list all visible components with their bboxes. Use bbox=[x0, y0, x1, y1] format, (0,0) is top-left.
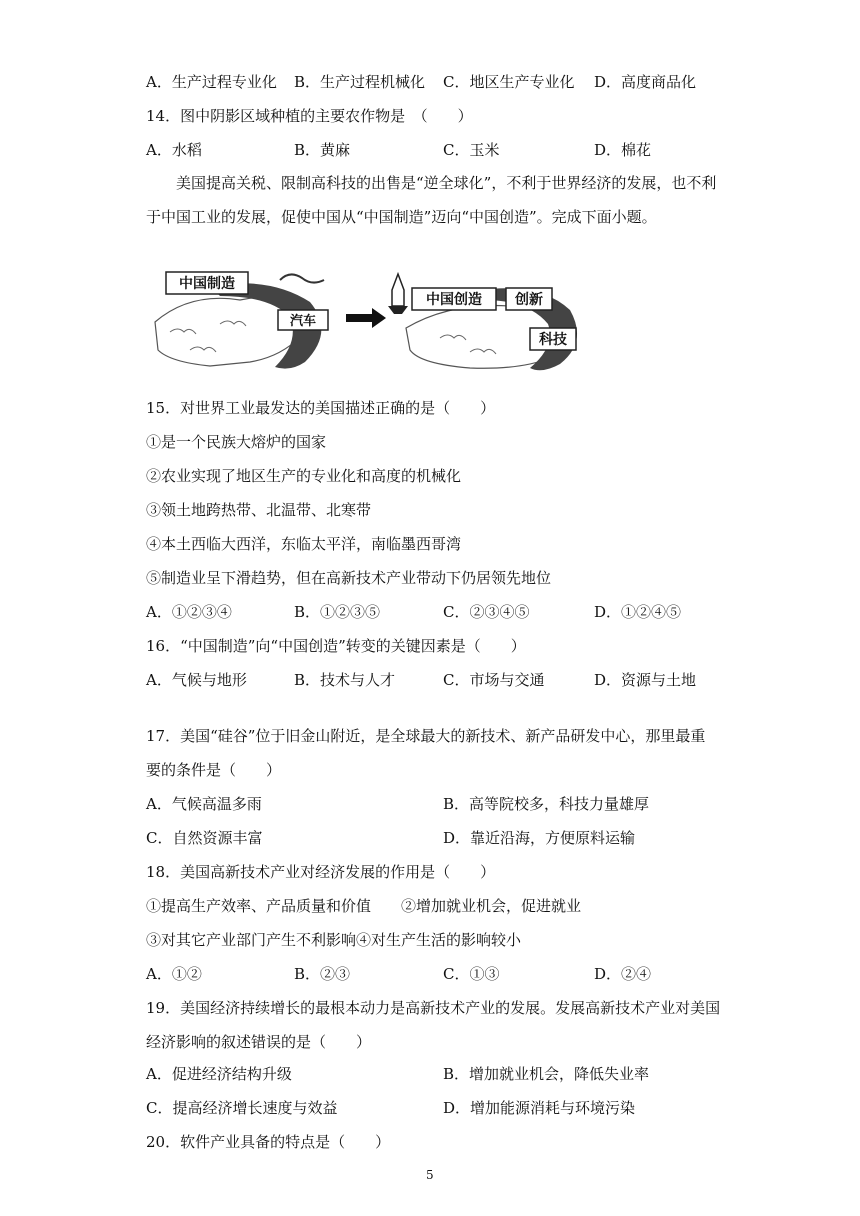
q17-option-c: C．自然资源丰富 bbox=[146, 829, 263, 847]
q16-stem: 16．“中国制造”向“中国创造”转变的关键因素是（ ） bbox=[146, 637, 526, 655]
q17-stem-line1: 17．美国“硅谷”位于旧金山附近，是全球最大的新技术、新产品研发中心，那里最重 bbox=[146, 727, 706, 745]
figure-label-made: 中国制造 bbox=[179, 276, 235, 292]
q18-option-b: B．②③ bbox=[294, 965, 351, 983]
q18-option-a: A．①② bbox=[146, 965, 202, 983]
q14-option-b: B．黄麻 bbox=[294, 141, 351, 159]
page-number: 5 bbox=[426, 1168, 434, 1182]
q14-option-d: D．棉花 bbox=[594, 141, 652, 159]
passage-text: 美国提高关税、限制高科技的出售是“逆全球化”，不利于世界经济的发展，也不利于中国工业的发展，促使中国从“中国制造”迈向“中国创造”。完成下面小题。 bbox=[146, 174, 717, 226]
q19-stem-line1: 19．美国经济持续增长的最根本动力是高新技术产业的发展。发展高新技术产业对美国 bbox=[146, 999, 721, 1017]
q17-option-d: D．靠近沿海，方便原料运输 bbox=[443, 829, 636, 847]
q16-option-c: C．市场与交通 bbox=[443, 671, 545, 689]
figure-label-tech: 科技 bbox=[539, 332, 567, 348]
figure-label-car: 汽车 bbox=[289, 314, 317, 329]
q14-option-a: A．水稻 bbox=[146, 141, 202, 159]
q19-option-d: D．增加能源消耗与环境污染 bbox=[443, 1099, 636, 1117]
q18-option-c: C．①③ bbox=[443, 965, 500, 983]
q18-stem: 18．美国高新技术产业对经济发展的作用是（ ） bbox=[146, 863, 496, 881]
q17-option-b: B．高等院校多，科技力量雄厚 bbox=[443, 795, 650, 813]
made-to-created-figure bbox=[150, 262, 590, 378]
q15-item-4: ④本土西临大西洋，东临太平洋，南临墨西哥湾 bbox=[146, 535, 462, 553]
q13-option-d: D．高度商品化 bbox=[594, 73, 697, 91]
q15-option-d: D．①②④⑤ bbox=[594, 603, 682, 621]
q15-item-3: ③领土地跨热带、北温带、北寒带 bbox=[146, 501, 372, 519]
q15-option-c: C．②③④⑤ bbox=[443, 603, 530, 621]
q19-option-c: C．提高经济增长速度与效益 bbox=[146, 1099, 338, 1117]
q15-item-2: ②农业实现了地区生产的专业化和高度的机械化 bbox=[146, 467, 462, 485]
figure-arrow bbox=[346, 308, 386, 328]
q20-stem: 20．软件产业具备的特点是（ ） bbox=[146, 1133, 391, 1151]
q15-option-a: A．①②③④ bbox=[146, 603, 232, 621]
q13-option-c: C．地区生产专业化 bbox=[443, 73, 575, 91]
figure-illustration bbox=[150, 262, 590, 378]
q19-stem-line2: 经济影响的叙述错误的是（ ） bbox=[146, 1033, 372, 1051]
q13-option-b: B．生产过程机械化 bbox=[294, 73, 426, 91]
q19-option-a: A．促进经济结构升级 bbox=[146, 1065, 292, 1083]
q19-option-b: B．增加就业机会，降低失业率 bbox=[443, 1065, 650, 1083]
figure-label-innovation: 创新 bbox=[515, 292, 543, 308]
q18-option-d: D．②④ bbox=[594, 965, 652, 983]
q15-item-1: ①是一个民族大熔炉的国家 bbox=[146, 433, 327, 451]
q15-option-b: B．①②③⑤ bbox=[294, 603, 381, 621]
q17-stem-line2: 要的条件是（ ） bbox=[146, 761, 282, 779]
q14-option-c: C．玉米 bbox=[443, 141, 500, 159]
q13-option-a: A．生产过程专业化 bbox=[146, 73, 277, 91]
q16-option-d: D．资源与土地 bbox=[594, 671, 697, 689]
q16-option-b: B．技术与人才 bbox=[294, 671, 396, 689]
figure-label-create: 中国创造 bbox=[426, 292, 482, 308]
q14-stem: 14．图中阴影区域种植的主要农作物是 （ ） bbox=[146, 107, 473, 125]
q18-items-line2: ③对其它产业部门产生不利影响④对生产生活的影响较小 bbox=[146, 931, 522, 949]
q18-items-line1: ①提高生产效率、产品质量和价值 ②增加就业机会，促进就业 bbox=[146, 897, 582, 915]
q16-option-a: A．气候与地形 bbox=[146, 671, 247, 689]
q15-item-5: ⑤制造业呈下滑趋势，但在高新技术产业带动下仍居领先地位 bbox=[146, 569, 552, 587]
q15-stem: 15．对世界工业最发达的美国描述正确的是（ ） bbox=[146, 399, 496, 417]
q17-option-a: A．气候高温多雨 bbox=[146, 795, 262, 813]
